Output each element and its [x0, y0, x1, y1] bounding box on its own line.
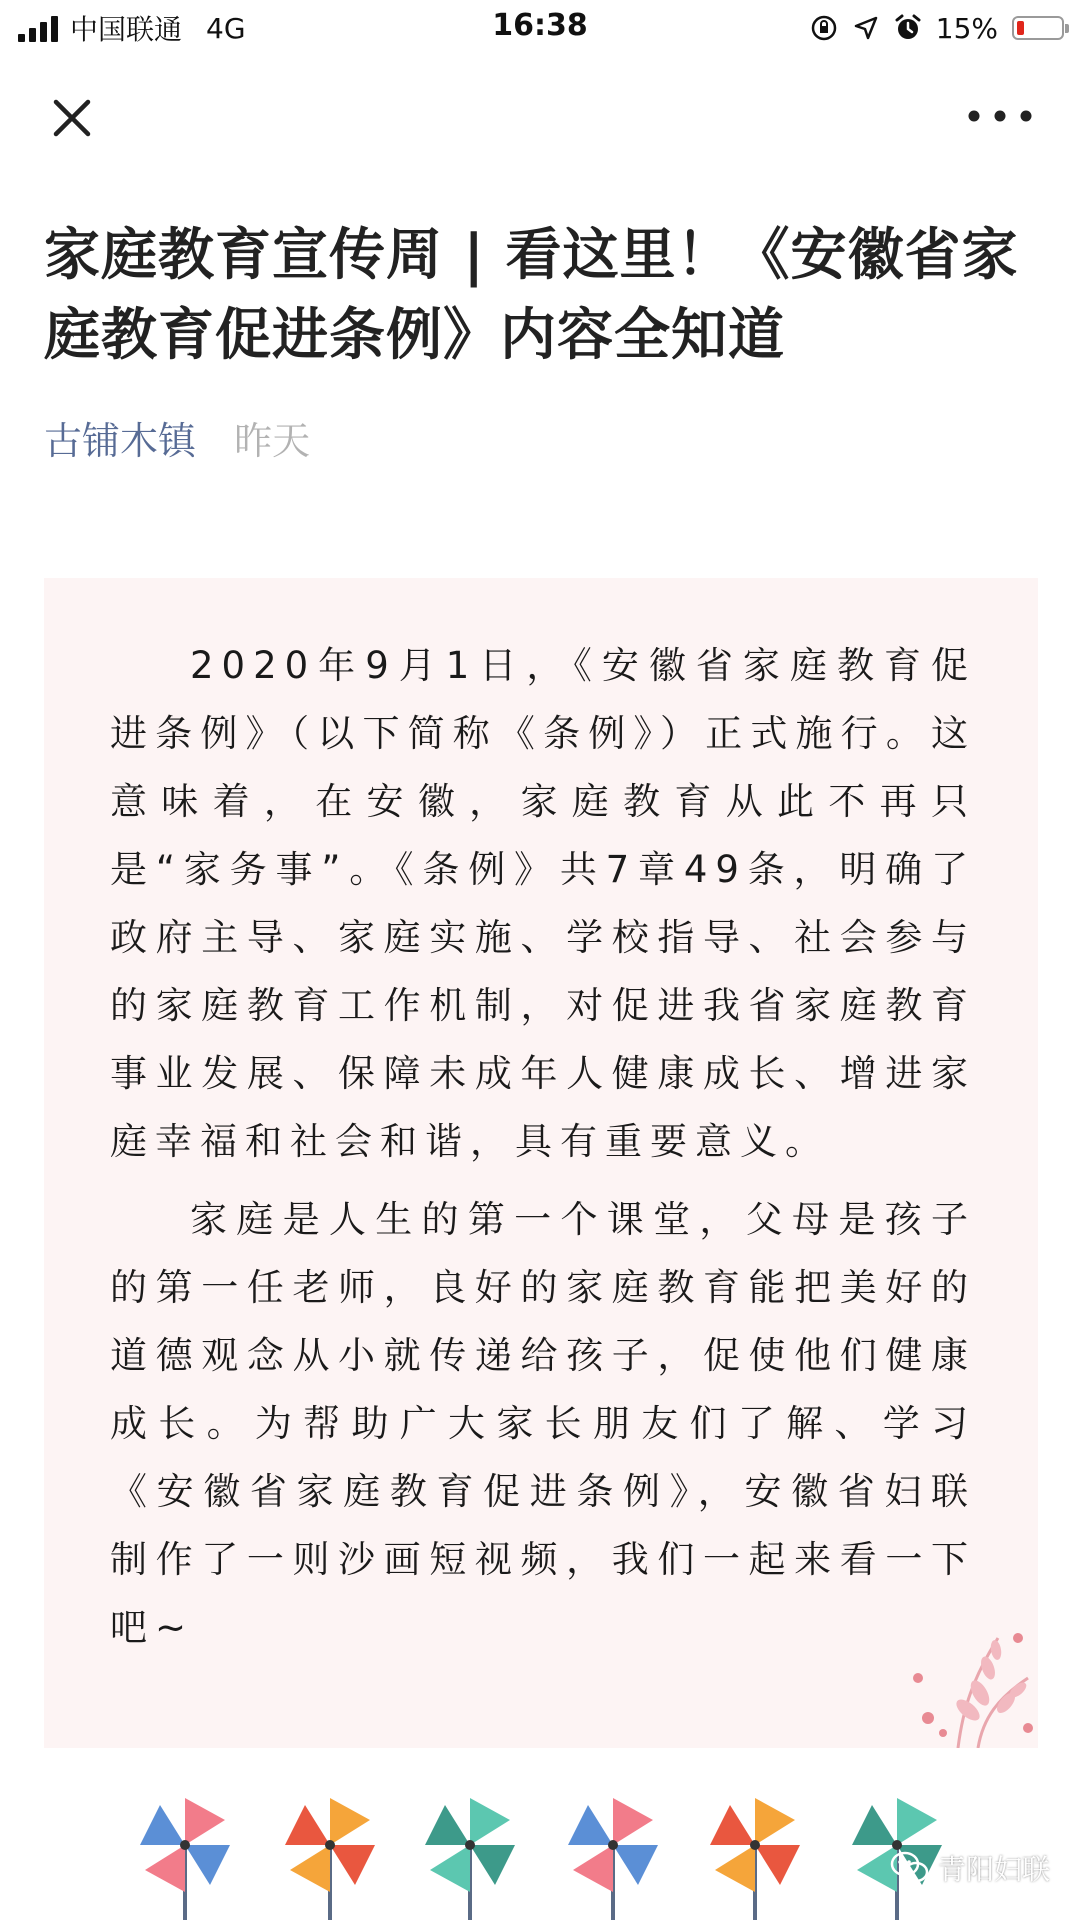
pinwheel-icon [130, 1790, 240, 1920]
pinwheel-icon [700, 1790, 810, 1920]
location-icon [852, 14, 880, 42]
battery-fill [1017, 21, 1024, 35]
wechat-icon [890, 1851, 930, 1885]
floral-decoration-icon [888, 1598, 1038, 1748]
carrier-label: 中国联通 [70, 13, 183, 46]
status-bar [0, 0, 1080, 56]
network-type: 4G [206, 11, 246, 45]
pinwheel-decoration-row [130, 1790, 970, 1920]
pinwheel-icon [558, 1790, 668, 1920]
watermark [890, 1848, 1050, 1888]
battery-icon [1012, 16, 1064, 40]
article-body [110, 632, 976, 1662]
status-right [810, 8, 1064, 48]
paragraph-1: 2020年9月1日，《安徽省家庭教育促进条例》（以下简称《条例》）正式施行。这意味着，在安徽，家庭教育从此不再只是“家务事”。《条例》共7章49条，明确了政府主导、家庭实施、学校指导、社会参与的家庭教育工作机制，对促进我省家庭教育事业发展、保障未成年人健康成长、增进家庭幸福和社会和谐，具有重要意义。 [110, 644, 976, 1163]
publish-date: 昨天 [234, 419, 311, 463]
more-icon[interactable] [960, 96, 1040, 136]
close-icon[interactable] [40, 86, 104, 150]
article-meta [44, 410, 310, 465]
alarm-icon [894, 14, 922, 42]
paragraph-2: 家庭是人生的第一个课堂，父母是孩子的第一任老师，良好的家庭教育能把美好的道德观念从小就传递给孩子，促使他们健康成长。为帮助广大家长朋友们了解、学习《安徽省家庭教育促进条例》，安徽省妇联制作了一则沙画短视频，我们一起来看一下吧~ [110, 1198, 976, 1649]
pinwheel-icon [415, 1790, 525, 1920]
orientation-lock-icon [810, 14, 838, 42]
nav-bar [0, 56, 1080, 166]
content-card [44, 578, 1038, 1748]
status-time: 16:38 [492, 8, 588, 43]
article-title: 家庭教育宣传周 | 看这里！《安徽省家庭教育促进条例》内容全知道 [44, 223, 1019, 368]
author-link[interactable]: 古铺木镇 [44, 419, 197, 463]
watermark-text: 青阳妇联 [937, 1853, 1050, 1886]
pinwheel-icon [275, 1790, 385, 1920]
battery-percent: 15% [935, 11, 998, 45]
